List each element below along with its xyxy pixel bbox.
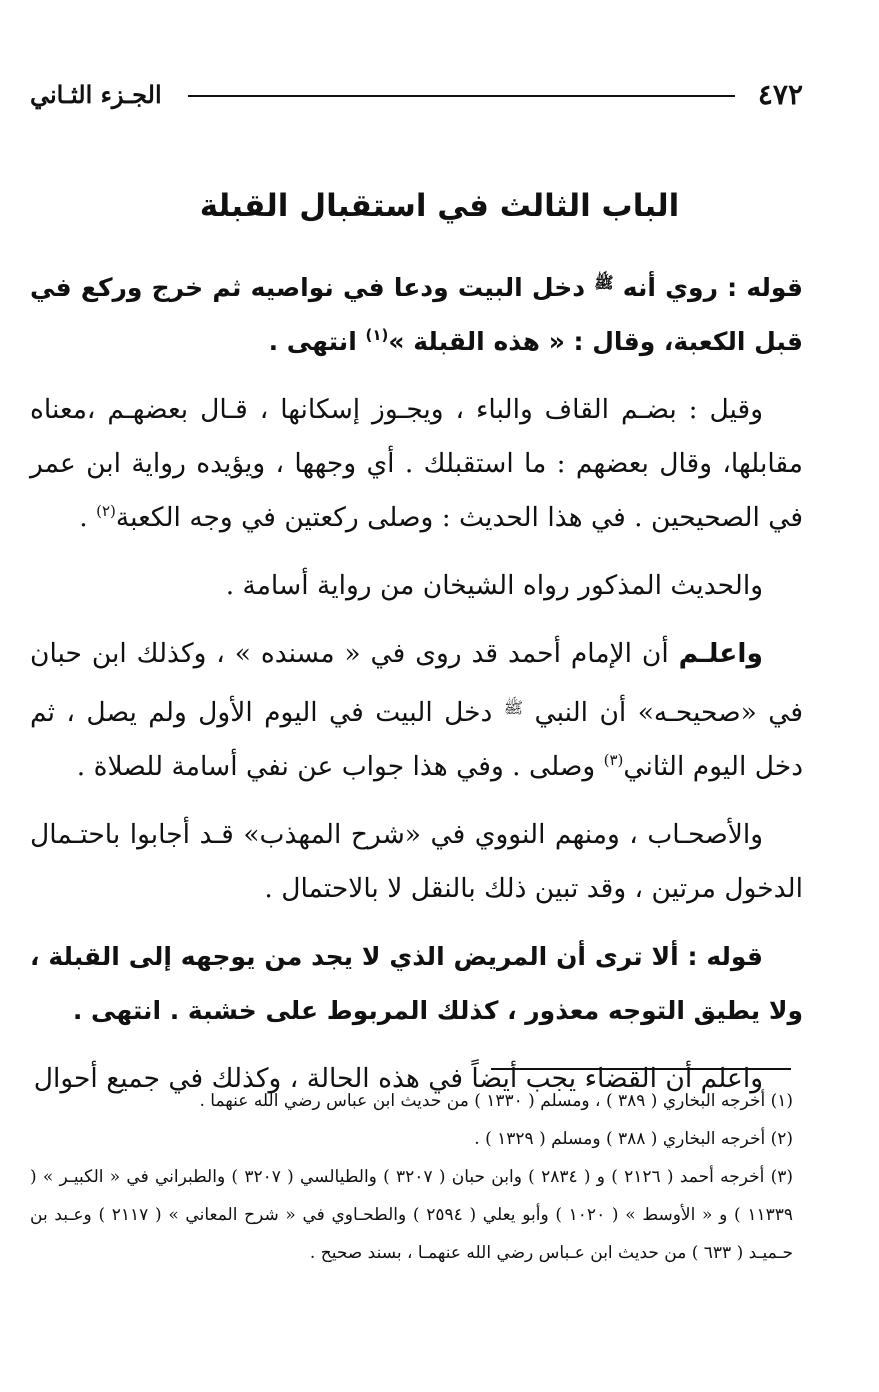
paragraph-3: والحديث المذكور رواه الشيخان من رواية أسامة . — [225, 570, 763, 601]
lead-word: واعلـم — [678, 638, 763, 669]
footnote-ref: (٢) — [96, 502, 116, 520]
paragraph-1: قوله : روي أنه $^ﷺ$ دخل البيت ودعا في نواصيه ثم خرج وركع في قبل الكعبة، وقال : « هذه القبلة »$^{(١)}$ انتهى . — [30, 273, 803, 356]
paragraph-7: واعلم أن القضاء يجب أيضاً في هذه الحالة ، وكذلك في جميع أحوال — [33, 1063, 763, 1094]
paragraph-6: قوله : ألا ترى أن المريض الذي لا يجد من يوجهه إلى القبلة ، ولا يطيق التوجه معذور ، كذلك المربوط على خشبة . انتهى . — [30, 942, 803, 1025]
header-rule — [188, 95, 735, 97]
salawat-glyph: ﷺ — [503, 698, 524, 717]
main-text — [30, 256, 803, 1120]
footnote-ref: (٣) — [603, 751, 624, 769]
footnote-1: (١) أخرجه البخاري ( ٣٨٩ ) ، ومسلم ( ١٣٣٠ ) من حديث ابن عباس رضي الله عنهما . — [199, 1091, 793, 1111]
paragraph-4: واعلـم أن الإمام أحمد قد روى في « مسنده » ، وكذلك ابن حبان في «صحيحـه» أن النبي $^ﷺ$ دخل البيت في اليوم الأول ولم يصل ، ثم دخل اليوم الثاني$^{(٣)}$ وصلى . وفي هذا جواب عن نفي أسامة للصلاة . — [30, 638, 803, 782]
footnote-2: (٢) أخرجه البخاري ( ٣٨٨ ) ومسلم ( ١٣٢٩ ) . — [474, 1129, 793, 1149]
paragraph-2: وقيل : بضـم القاف والباء ، ويجـوز إسكانها ، قـال بعضهـم ،معناه مقابلها، وقال بعضهم : ما استقبلك . أي وجهها ، ويؤيده رواية ابن عمر في الصحيحين . في هذا الحديث : وصلى ركعتين في وجه الكعبة$^{(٢)}$ . — [30, 394, 803, 533]
volume-label: الجـزء الثـاني — [30, 80, 162, 109]
salawat-glyph: ﷺ — [594, 273, 614, 292]
running-header — [30, 74, 803, 114]
lead-word: قوله : — [687, 942, 763, 971]
footnotes — [30, 1082, 793, 1272]
paragraph-5: والأصحـاب ، ومنهم النووي في «شرح المهذب» قـد أجابوا باحتـمال الدخول مرتين ، وقد تبين ذلك بالنقل لا بالاحتمال . — [30, 819, 803, 904]
lead-word: قوله : — [727, 273, 803, 302]
footnote-3: (٣) أخرجه أحمد ( ٢١٢٦ ) و ( ٢٨٣٤ ) وابن حبان ( ٣٢٠٧ ) والطيالسي ( ٣٢٠٧ ) والطبراني في « الكبيـر » ( ١١٣٣٩ ) و « الأوسط » ( ١٠٢٠ ) وأبو يعلي ( ٢٥٩٤ ) والطحـاوي في « شرح المعاني » ( ٢١١٧ ) وعـبد بن حـميـد ( ٦٣٣ ) من حديث ابن عـباس رضي الله عنهمـا ، بسند صحيح . — [30, 1167, 793, 1263]
chapter-title: الباب الثالث في استقبال القبلة — [199, 188, 680, 224]
footnote-separator — [491, 1068, 791, 1070]
footnote-ref: (١) — [365, 326, 389, 344]
page-number: ٤٧٢ — [757, 78, 803, 111]
